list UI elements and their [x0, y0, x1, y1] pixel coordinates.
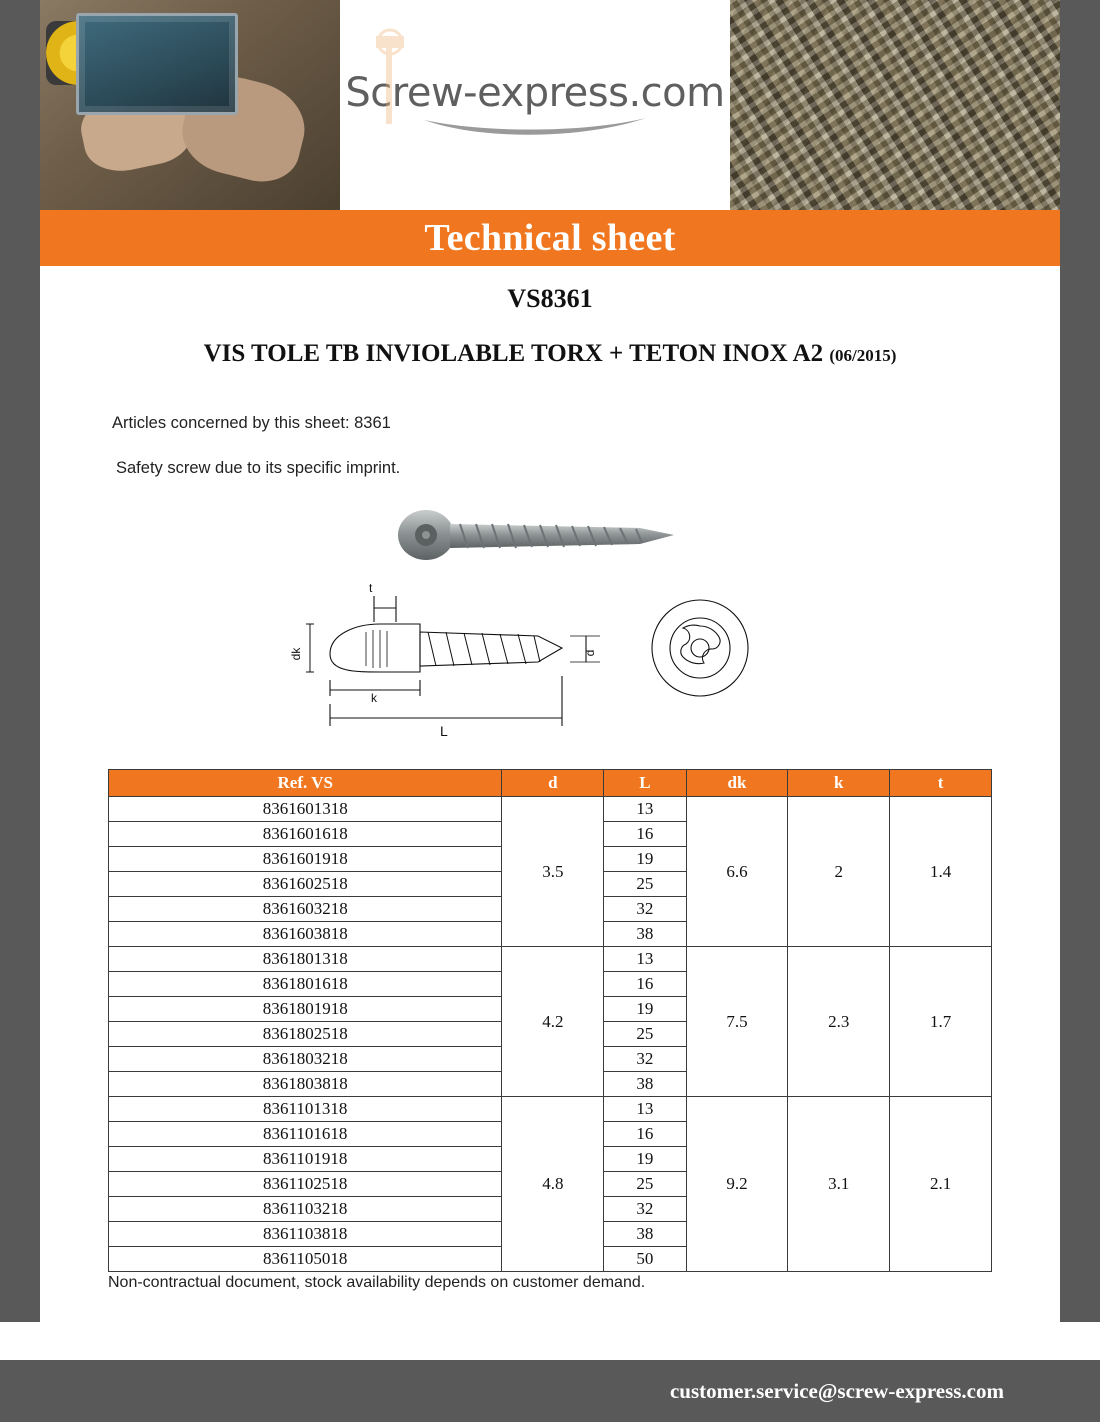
- cell-ref: 8361101618: [109, 1122, 502, 1147]
- cell-t: 1.7: [890, 947, 992, 1097]
- column-header-d: d: [502, 770, 604, 797]
- specifications-table-wrapper: [108, 769, 992, 1272]
- cell-L: 19: [604, 997, 686, 1022]
- page-title-text: VIS TOLE TB INVIOLABLE TORX + TETON INOX A2: [203, 340, 824, 367]
- cell-L: 13: [604, 1097, 686, 1122]
- cell-ref: 8361601318: [109, 797, 502, 822]
- cell-ref: 8361802518: [109, 1022, 502, 1047]
- page-title: [40, 340, 1060, 368]
- customer-service-email[interactable]: customer.service@screw-express.com: [669, 1378, 1004, 1403]
- dim-label-dk: dk: [289, 647, 303, 661]
- cell-t: 2.1: [890, 1097, 992, 1272]
- document-reference: VS8361: [507, 284, 593, 313]
- footer-gap: [0, 1322, 1100, 1360]
- technical-drawing: [270, 576, 830, 751]
- cell-t: 1.4: [890, 797, 992, 947]
- cell-L: 32: [604, 897, 686, 922]
- cell-L: 32: [604, 1047, 686, 1072]
- cell-ref: 8361102518: [109, 1172, 502, 1197]
- cell-ref: 8361801918: [109, 997, 502, 1022]
- cell-L: 38: [604, 1222, 686, 1247]
- cell-L: 38: [604, 922, 686, 947]
- workbench-photo: [40, 0, 340, 210]
- cell-L: 13: [604, 947, 686, 972]
- cell-dk: 7.5: [686, 947, 788, 1097]
- cell-L: 25: [604, 1172, 686, 1197]
- cell-k: 2: [788, 797, 890, 947]
- table-footnote: Non-contractual document, stock availability depends on customer demand.: [108, 1274, 646, 1291]
- specifications-table: [108, 769, 992, 1272]
- screws-photo-image: [730, 0, 1060, 210]
- dim-label-d: d: [583, 649, 597, 657]
- cell-L: 50: [604, 1247, 686, 1272]
- cell-L: 19: [604, 847, 686, 872]
- cell-ref: 8361103218: [109, 1197, 502, 1222]
- banner-title: Technical sheet: [424, 217, 676, 259]
- page-header: [40, 0, 1060, 210]
- cell-k: 3.1: [788, 1097, 890, 1272]
- cell-ref: 8361603818: [109, 922, 502, 947]
- cell-L: 38: [604, 1072, 686, 1097]
- logo-swoosh-icon: [420, 114, 650, 140]
- cell-ref: 8361801618: [109, 972, 502, 997]
- table-row: [109, 1097, 992, 1122]
- table-row: [109, 797, 992, 822]
- logo-text: Screw-express.com: [345, 70, 725, 116]
- site-logo[interactable]: [340, 0, 730, 210]
- cell-ref: 8361801318: [109, 947, 502, 972]
- cell-ref: 8361103818: [109, 1222, 502, 1247]
- technical-sheet-banner: [40, 210, 1060, 266]
- page-left-margin: [0, 0, 40, 1422]
- table-body: [109, 797, 992, 1272]
- page-title-date: (06/2015): [829, 346, 897, 365]
- dim-label-t: t: [369, 581, 373, 595]
- cell-L: 16: [604, 822, 686, 847]
- cell-L: 32: [604, 1197, 686, 1222]
- cell-L: 13: [604, 797, 686, 822]
- cell-ref: 8361105018: [109, 1247, 502, 1272]
- cell-ref: 8361603218: [109, 897, 502, 922]
- table-row: [109, 947, 992, 972]
- cell-ref: 8361101918: [109, 1147, 502, 1172]
- tape-measure-icon: [46, 21, 110, 85]
- column-header-ref: Ref. VS: [109, 770, 502, 797]
- cell-ref: 8361601618: [109, 822, 502, 847]
- cell-ref: 8361803218: [109, 1047, 502, 1072]
- cell-d: 4.2: [502, 947, 604, 1097]
- page-footer: [0, 1360, 1100, 1422]
- hand-right-shape: [174, 67, 314, 190]
- page-right-margin: [1060, 0, 1100, 1422]
- product-illustrations: [40, 500, 1060, 751]
- cell-k: 2.3: [788, 947, 890, 1097]
- cell-L: 19: [604, 1147, 686, 1172]
- dim-label-k: k: [371, 691, 377, 705]
- column-header-k: k: [788, 770, 890, 797]
- technical-sheet-page: [40, 0, 1060, 1422]
- screw-photo-illustration: [390, 500, 710, 570]
- product-description: Safety screw due to its specific imprint.: [116, 459, 401, 477]
- workbench-photo-image: [40, 0, 340, 210]
- cell-d: 3.5: [502, 797, 604, 947]
- cell-d: 4.8: [502, 1097, 604, 1272]
- articles-concerned-line: Articles concerned by this sheet: 8361: [112, 414, 391, 432]
- table-header-row: [109, 770, 992, 797]
- column-header-t: t: [890, 770, 992, 797]
- cell-dk: 9.2: [686, 1097, 788, 1272]
- cell-ref: 8361101318: [109, 1097, 502, 1122]
- column-header-dk: dk: [686, 770, 788, 797]
- dim-label-L: L: [440, 723, 448, 739]
- cell-ref: 8361601918: [109, 847, 502, 872]
- cell-ref: 8361602518: [109, 872, 502, 897]
- hand-left-shape: [75, 82, 196, 178]
- cell-dk: 6.6: [686, 797, 788, 947]
- screws-photo: [730, 0, 1060, 210]
- cell-L: 25: [604, 872, 686, 897]
- column-header-L: L: [604, 770, 686, 797]
- cell-ref: 8361803818: [109, 1072, 502, 1097]
- cell-L: 16: [604, 972, 686, 997]
- cell-L: 25: [604, 1022, 686, 1047]
- cell-L: 16: [604, 1122, 686, 1147]
